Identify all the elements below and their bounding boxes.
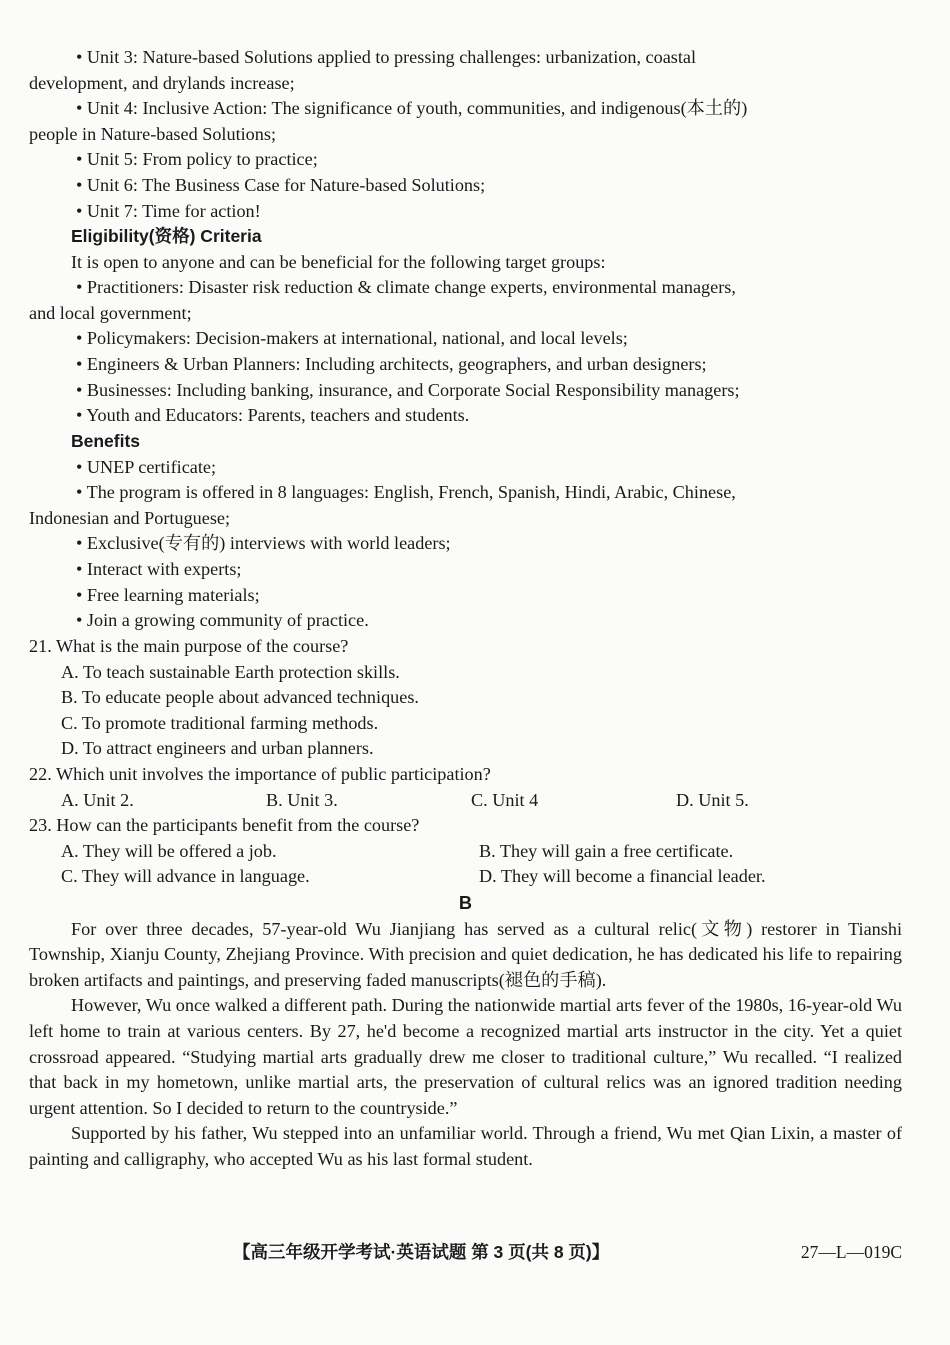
benefit-item: • Join a growing community of practice. [76, 610, 369, 631]
units-list [29, 45, 902, 224]
question-23 [29, 813, 902, 890]
unit-4-line: • Unit 4: Inclusive Action: The significance of youth, communities, and indigenous(本土的) [76, 98, 748, 119]
eligibility-item: • Businesses: Including banking, insurance, and Corporate Social Responsibility managers; [76, 379, 740, 400]
question-stem: 22. Which unit involves the importance of public participation? [29, 764, 491, 784]
option-b: B. To educate people about advanced techniques. [61, 687, 419, 708]
eligibility-section [29, 224, 902, 429]
unit-3-cont: development, and drylands increase; [29, 72, 295, 93]
unit-5-line: • Unit 5: From policy to practice; [76, 149, 318, 170]
options-row [29, 839, 902, 865]
option-b: B. They will gain a free certificate. [479, 840, 734, 861]
option-a: A. To teach sustainable Earth protection skills. [61, 661, 400, 682]
passage-paragraph: However, Wu once walked a different path. During the nationwide martial arts fever of the 1980s, 16-year-old Wu left home to train at various centers. By 27, he'd become a recognized martial arts instructor in the city. Yet a quiet crossroad appeared. “Studying martial arts gradually drew me closer to traditional culture,” Wu recalled. “I realized that back in my hometown, unlike martial arts, the preservation of cultural relics was an ignored tradition needing urgent attention. So I decided to return to the countryside.” [29, 995, 902, 1118]
passage-paragraph: Supported by his father, Wu stepped into an unfamiliar world. Through a friend, Wu met Qian Lixin, a master of painting and calligraphy, who accepted Wu as his last formal student. [29, 1123, 902, 1169]
eligibility-item: • Practitioners: Disaster risk reduction & climate change experts, environmental managers, [76, 277, 736, 298]
option-c: C. They will advance in language. [61, 866, 310, 887]
benefit-item: • Free learning materials; [76, 584, 260, 605]
question-stem: 21. What is the main purpose of the course? [29, 636, 349, 656]
question-22 [29, 762, 902, 813]
option-a: A. Unit 2. [61, 789, 134, 810]
benefit-item: • UNEP certificate; [76, 456, 217, 477]
question-21 [29, 634, 902, 762]
benefits-section [29, 429, 902, 634]
option-b: B. Unit 3. [266, 789, 338, 810]
eligibility-item: • Engineers & Urban Planners: Including architects, geographers, and urban designers; [76, 353, 707, 374]
benefits-heading: Benefits [71, 431, 141, 451]
unit-7-line: • Unit 7: Time for action! [76, 200, 261, 221]
benefit-item: • Interact with experts; [76, 558, 242, 579]
option-d: D. To attract engineers and urban planners. [61, 738, 374, 759]
option-c: C. Unit 4 [471, 789, 539, 810]
options-row [29, 864, 902, 890]
unit-6-line: • Unit 6: The Business Case for Nature-based Solutions; [76, 174, 486, 195]
eligibility-item-cont: and local government; [29, 302, 192, 323]
page-footer [233, 1240, 902, 1266]
benefit-item: • Exclusive(专有的) interviews with world leaders; [76, 533, 451, 554]
benefit-item: • The program is offered in 8 languages: English, French, Spanish, Hindi, Arabic, Chinese, [76, 482, 736, 503]
options-row [29, 788, 902, 814]
option-d: D. They will become a financial leader. [479, 866, 766, 887]
question-stem: 23. How can the participants benefit from the course? [29, 815, 420, 835]
passage-b [29, 891, 902, 1173]
unit-3-line: • Unit 3: Nature-based Solutions applied to pressing challenges: urbanization, coastal [76, 47, 697, 67]
footer-code: 27—L—019C [800, 1242, 902, 1262]
option-c: C. To promote traditional farming methods. [61, 712, 379, 733]
option-d: D. Unit 5. [676, 789, 749, 810]
passage-paragraph: For over three decades, 57-year-old Wu Jianjiang has served as a cultural relic(文物) restorer in Tianshi Township, Xianju County, Zhejiang Province. With precision and quiet dedication, he has dedicated his life to repairing broken artifacts and paintings, and preserving faded manuscripts(褪色的手稿). [29, 918, 902, 990]
eligibility-heading: Eligibility(资格) Criteria [71, 226, 262, 246]
eligibility-intro: It is open to anyone and can be beneficial for the following target groups: [71, 251, 606, 272]
benefit-item-cont: Indonesian and Portuguese; [29, 507, 231, 528]
eligibility-item: • Youth and Educators: Parents, teachers and students. [76, 405, 470, 426]
eligibility-item: • Policymakers: Decision-makers at international, national, and local levels; [76, 328, 628, 349]
option-a: A. They will be offered a job. [61, 840, 277, 861]
unit-4-cont: people in Nature-based Solutions; [29, 123, 276, 144]
footer-title: 【高三年级开学考试·英语试题 第 3 页(共 8 页)】 [233, 1242, 610, 1262]
section-letter: B [458, 893, 473, 913]
